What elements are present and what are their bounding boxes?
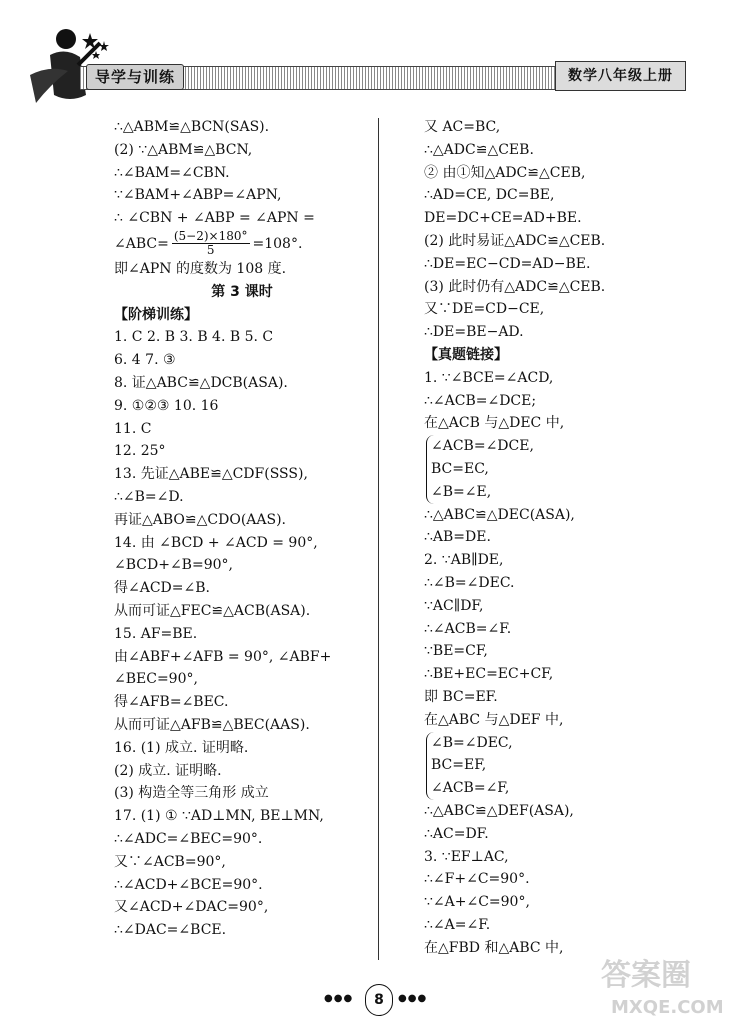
text-line: ∴DE=EC−CD=AD−BE. bbox=[424, 255, 591, 272]
text-line: 即 BC=EF. bbox=[424, 688, 498, 705]
text-line: ∠B=∠E, bbox=[431, 483, 492, 500]
text-line: ∴△ABM≌△BCN(SAS). bbox=[114, 119, 270, 135]
text-line: (3) 构造全等三角形 成立 bbox=[114, 785, 269, 802]
text-line: 13. 先证△ABE≌△CDF(SSS), bbox=[114, 466, 308, 483]
text-line: 17. (1) ① ∵AD⊥MN, BE⊥MN, bbox=[114, 808, 324, 825]
text-line: ∠B=∠DEC, bbox=[431, 734, 513, 751]
text-line: ∵AC∥DF, bbox=[424, 597, 484, 614]
text-line: BC=EF, bbox=[431, 757, 487, 774]
footer-dots: ●●● bbox=[398, 993, 428, 1004]
text-line: 又 AC=BC, bbox=[424, 119, 501, 135]
text-line: 又∵DE=CD−CE, bbox=[424, 301, 545, 318]
text-line: ∴∠ACD+∠BCE=90°. bbox=[114, 876, 263, 893]
text-line: 得∠ACD=∠B. bbox=[114, 580, 210, 597]
text-line: ∴AC=DF. bbox=[424, 825, 489, 842]
text-line: 1. ∵∠BCE=∠ACD, bbox=[424, 369, 554, 386]
text-line: ∠ACB=∠F, bbox=[431, 780, 510, 797]
column-divider bbox=[378, 118, 379, 960]
text-line: ∠BEC=90°, bbox=[114, 671, 198, 688]
right-lines-b bbox=[424, 367, 664, 435]
brace-system bbox=[426, 732, 664, 800]
right-column bbox=[424, 116, 664, 959]
text-line: ∴∠ADC=∠BEC=90°. bbox=[114, 830, 263, 847]
text-line: ∴AB=DE. bbox=[424, 529, 491, 546]
fraction-prefix: ∠ABC= bbox=[114, 235, 169, 252]
text-line: 即∠APN 的度数为 108 度. bbox=[114, 260, 287, 277]
text-line: ∠ACB=∠DCE, bbox=[431, 438, 534, 455]
text-line: ∵∠A+∠C=90°, bbox=[424, 894, 530, 911]
book-title: 数学八年级上册 bbox=[555, 61, 686, 91]
text-line: ∴AD=CE, DC=BE, bbox=[424, 187, 555, 204]
text-line: 再证△ABO≌△CDO(AAS). bbox=[114, 511, 286, 528]
page-number: 8 bbox=[365, 984, 393, 1016]
text-line: 又∠ACD+∠DAC=90°, bbox=[114, 899, 269, 916]
brand-label: 导学与训练 bbox=[86, 64, 184, 90]
text-line: 在△FBD 和△ABC 中, bbox=[424, 939, 564, 956]
text-line: ∴∠F+∠C=90°. bbox=[424, 871, 530, 888]
text-line: ∴△ABC≌△DEF(ASA), bbox=[424, 802, 574, 819]
text-line: 在△ABC 与△DEF 中, bbox=[424, 711, 564, 728]
brace-system bbox=[426, 435, 664, 503]
text-line: (3) 此时仍有△ADC≌△CEB. bbox=[424, 278, 606, 295]
fraction-suffix: =108°. bbox=[252, 235, 303, 252]
text-line: ∴BE+EC=EC+CF, bbox=[424, 666, 554, 683]
text-line: 从而可证△AFB≌△BEC(AAS). bbox=[114, 716, 310, 733]
fraction-equation bbox=[114, 230, 370, 258]
text-line: 由∠ABF+∠AFB = 90°, ∠ABF+ bbox=[114, 648, 332, 665]
text-line: 3. ∵EF⊥AC, bbox=[424, 848, 509, 865]
text-line: (2) ∵△ABM≌△BCN, bbox=[114, 141, 253, 158]
text-line: 1. C 2. B 3. B 4. B 5. C bbox=[114, 329, 274, 346]
text-line: 8. 证△ABC≌△DCB(ASA). bbox=[114, 374, 288, 391]
lesson-title: 第 3 课时 bbox=[211, 283, 273, 300]
text-line: 14. 由 ∠BCD + ∠ACD = 90°, bbox=[114, 534, 318, 551]
text-line: ② 由①知△ADC≌△CEB, bbox=[424, 164, 586, 181]
text-line: 从而可证△FEC≌△ACB(ASA). bbox=[114, 602, 311, 619]
fraction-denominator: 5 bbox=[206, 243, 215, 258]
text-line: ∴∠DAC=∠BCE. bbox=[114, 922, 227, 939]
watermark-url: MXQE.COM bbox=[611, 997, 724, 1018]
fraction bbox=[172, 230, 250, 257]
text-line: ∴∠BAM=∠CBN. bbox=[114, 164, 230, 181]
left-column bbox=[114, 116, 370, 942]
right-lines-c bbox=[424, 504, 664, 732]
text-line: 15. AF=BE. bbox=[114, 625, 198, 642]
text-line: ∵∠BAM+∠ABP=∠APN, bbox=[114, 187, 282, 204]
text-line: 得∠AFB=∠BEC. bbox=[114, 694, 229, 711]
watermark-text: 答案圈 bbox=[601, 958, 691, 993]
text-line: 12. 25° bbox=[114, 443, 166, 460]
text-line: ∴∠A=∠F. bbox=[424, 916, 491, 933]
text-line: ∴∠ACB=∠F. bbox=[424, 620, 512, 637]
text-line: ∴∠B=∠DEC. bbox=[424, 574, 515, 591]
page-header bbox=[0, 0, 750, 110]
watermark-logo-icon bbox=[597, 945, 742, 1020]
footer-dots: ●●● bbox=[324, 993, 354, 1004]
text-line: ∴DE=BE−AD. bbox=[424, 324, 524, 341]
section-title: 【真题链接】 bbox=[424, 346, 508, 363]
section-title: 【阶梯训练】 bbox=[114, 306, 198, 323]
text-line: ∴∠ACB=∠DCE; bbox=[424, 392, 537, 409]
text-line: 又∵∠ACB=90°, bbox=[114, 853, 226, 870]
text-line: 16. (1) 成立. 证明略. bbox=[114, 739, 249, 756]
text-line: (2) 此时易证△ADC≌△CEB. bbox=[424, 232, 606, 249]
text-line: ∴∠B=∠D. bbox=[114, 488, 184, 505]
text-line: ∴△ADC≌△CEB. bbox=[424, 141, 534, 158]
text-line: 在△ACB 与△DEC 中, bbox=[424, 415, 565, 432]
text-line: DE=DC+CE=AD+BE. bbox=[424, 210, 582, 227]
text-line: 6. 4 7. ③ bbox=[114, 352, 176, 369]
text-line: 2. ∵AB∥DE, bbox=[424, 552, 504, 569]
fraction-numerator: (5−2)×180° bbox=[173, 229, 248, 244]
text-line: ∴△ABC≌△DEC(ASA), bbox=[424, 506, 575, 523]
right-lines-a bbox=[424, 116, 664, 344]
text-line: (2) 成立. 证明略. bbox=[114, 762, 222, 779]
text-line: 11. C bbox=[114, 420, 152, 437]
text-line: 9. ①②③ 10. 16 bbox=[114, 397, 219, 414]
right-lines-d bbox=[424, 800, 664, 960]
text-line: BC=EC, bbox=[431, 460, 489, 477]
text-line: ∵BE=CF, bbox=[424, 643, 488, 660]
text-line: ∴ ∠CBN + ∠ABP = ∠APN = bbox=[114, 210, 315, 227]
left-more-lines bbox=[114, 326, 370, 942]
text-line: ∠BCD+∠B=90°, bbox=[114, 557, 233, 574]
